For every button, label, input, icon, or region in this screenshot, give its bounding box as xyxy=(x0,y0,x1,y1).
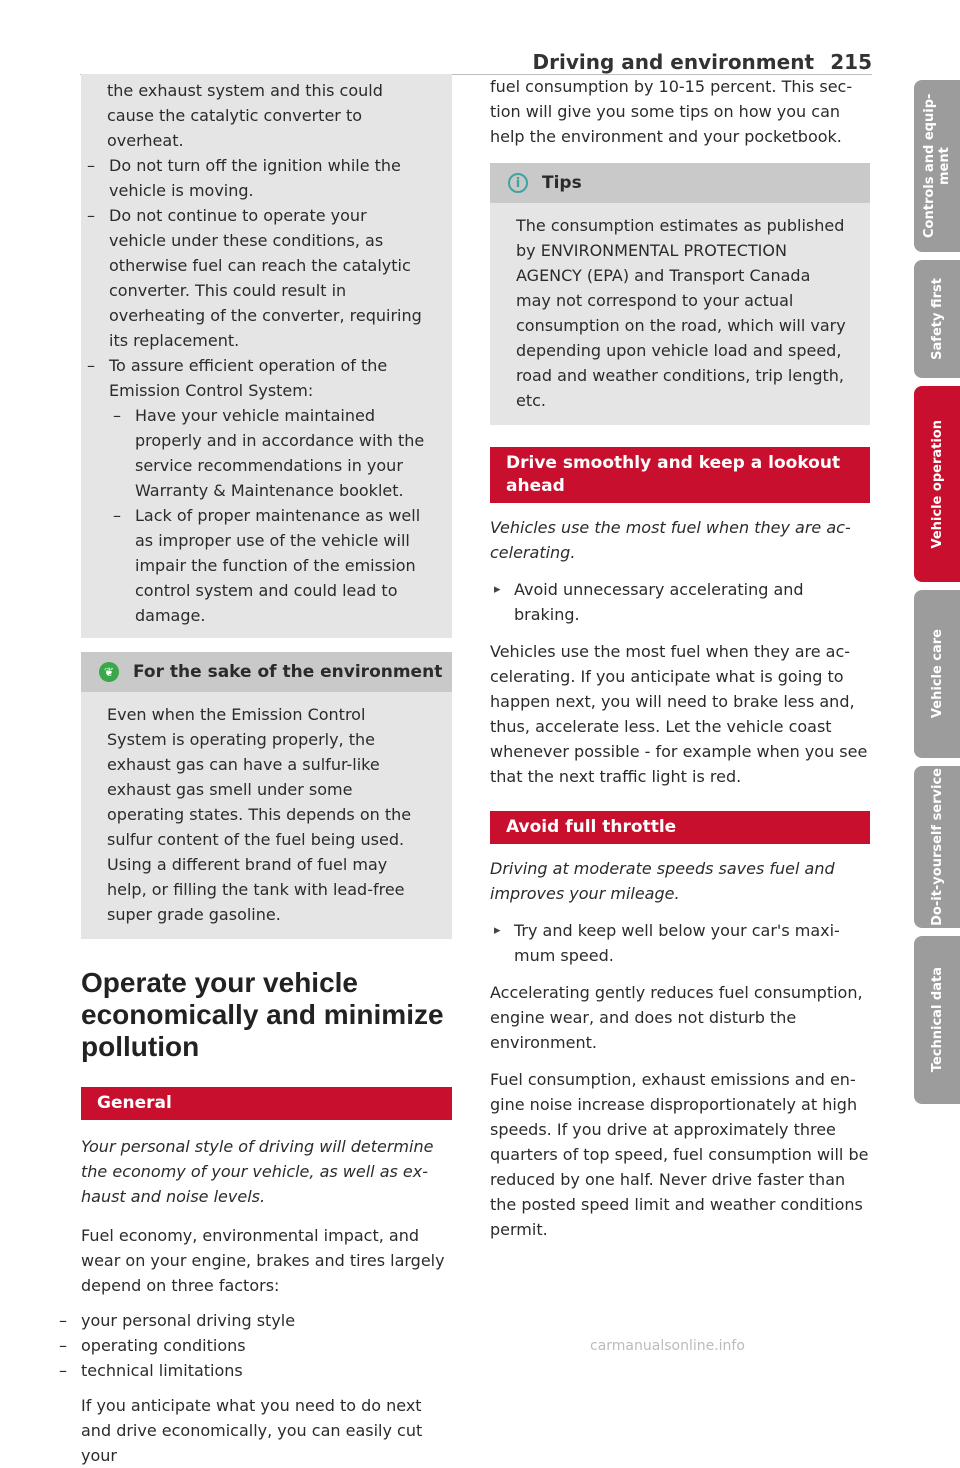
box-item-text: To assure efficient operation of the Emission Control System: xyxy=(109,356,388,400)
environment-leaf-icon: ❦ xyxy=(99,662,119,682)
drive-paragraph: Vehicles use the most fuel when they are accelerating. If you anticipate what is going to happen next, you will need to brake less and, thus, accelerate less. Let the vehicle coast whenever possible - for example when you see that the next traffic light is red. xyxy=(490,642,868,786)
environment-note-text: Even when the Emission Control System is operating properly, the exhaust gas can have a sulfur-like exhaust gas smell under some operating states. This depends on the sulfur content of the fuel being used. Using a different brand of fuel may help, or filling the tank with lead-free super grade gasoline. xyxy=(107,705,412,924)
drive-lead: Vehicles use the most fuel when they are accelerating. xyxy=(490,518,851,562)
factor-item: – operating conditions xyxy=(55,1333,452,1358)
chapter-title: Driving and environment xyxy=(532,50,814,74)
tips-text: The consumption estimates as published by ENVIRONMENTAL PROTECTION AGENCY (EPA) and Transport Canada may not correspond to your actual consumption on the road, which will vary depending upon vehicle load and speed, road and weather conditions, trip length, etc. xyxy=(516,216,846,410)
continued-paragraph: fuel consumption by 10-15 percent. This section will give you some tips on how you can help the environment and your pocketbook. xyxy=(490,77,853,146)
box-sublist xyxy=(109,403,428,628)
box-item: – Do not turn off the ignition while the vehicle is moving. xyxy=(83,153,428,203)
box-subitem: – Lack of proper maintenance as well as improper use of the vehicle will impair the function of the emission control system and could lead to damage. xyxy=(109,503,428,628)
tab-vehicle-operation[interactable] xyxy=(914,386,960,582)
tab-label: Vehicle care xyxy=(929,629,945,719)
throttle-paragraph: Accelerating gently reduces fuel consumption, engine wear, and does not disturb the environment. xyxy=(490,983,863,1052)
factor-item: – your personal driving style xyxy=(55,1308,452,1333)
page-header xyxy=(80,40,872,75)
box-intro: the exhaust system and this could cause the catalytic converter to overheat. xyxy=(107,81,383,150)
general-paragraph: Fuel economy, environmental impact, and wear on your engine, brakes and tires largely depend on three factors: xyxy=(81,1226,445,1295)
tab-label: Safety first xyxy=(929,278,945,360)
left-column xyxy=(81,74,452,1468)
environment-note-title: For the sake of the environment xyxy=(133,662,443,682)
factor-item: – technical limitations xyxy=(55,1358,452,1383)
tab-label: Vehicle operation xyxy=(929,419,945,549)
info-icon: i xyxy=(508,173,528,193)
tab-label: Controls and equipment xyxy=(922,93,952,239)
watermark: carmanualsonline.info xyxy=(590,1338,745,1354)
tips-title: Tips xyxy=(542,173,582,193)
tab-controls-and-equipment[interactable] xyxy=(914,80,960,252)
box-item xyxy=(83,353,428,628)
tab-label: Technical data xyxy=(929,967,945,1073)
section-title: Operate your vehicle economically and minimize pollution xyxy=(81,967,444,1062)
box-list xyxy=(83,153,428,628)
general-paragraph: If you anticipate what you need to do next and drive economically, you can easily cut your xyxy=(81,1396,423,1465)
page-number: 215 xyxy=(830,50,872,74)
throttle-paragraph: Fuel consumption, exhaust emissions and engine noise increase disproportionately at high speeds. If you drive at approximately three quarters of top speed, fuel consumption will be reduced by one half. Never drive faster than the posted speed limit and weather conditions permit. xyxy=(490,1070,869,1239)
factors-list xyxy=(55,1308,452,1383)
tab-label: Do-it-yourself service xyxy=(929,768,945,926)
subsection-bar-drive-smoothly: Drive smoothly and keep a lookout ahead xyxy=(490,447,870,503)
box-item: – Do not continue to operate your vehicle under these conditions, as otherwise fuel can reach the catalytic converter. This could result in overheating of the converter, requiring its replacement. xyxy=(83,203,428,353)
right-column xyxy=(490,74,870,1242)
general-lead: Your personal style of driving will determine the economy of your vehicle, as well as exhaust and noise levels. xyxy=(81,1137,434,1206)
tab-technical-data[interactable] xyxy=(914,936,960,1104)
tab-vehicle-care[interactable] xyxy=(914,590,960,758)
tab-do-it-yourself-service[interactable] xyxy=(914,766,960,928)
warning-continuation-box xyxy=(81,74,452,638)
subsection-bar-full-throttle: Avoid full throttle xyxy=(490,811,870,844)
tips-header xyxy=(490,163,870,203)
box-subitem: – Have your vehicle maintained properly and in accordance with the service recommendations in your Warranty & Maintenance booklet. xyxy=(109,403,428,503)
environment-note-body xyxy=(81,692,452,939)
tips-body xyxy=(490,203,870,425)
environment-note-header xyxy=(81,652,452,692)
subsection-bar-general: General xyxy=(81,1087,452,1120)
tab-safety-first[interactable] xyxy=(914,260,960,378)
throttle-action: ▸ Try and keep well below your car's maximum speed. xyxy=(490,918,870,968)
drive-action: ▸ Avoid unnecessary accelerating and braking. xyxy=(490,577,870,627)
throttle-lead: Driving at moderate speeds saves fuel and improves your mileage. xyxy=(490,859,835,903)
